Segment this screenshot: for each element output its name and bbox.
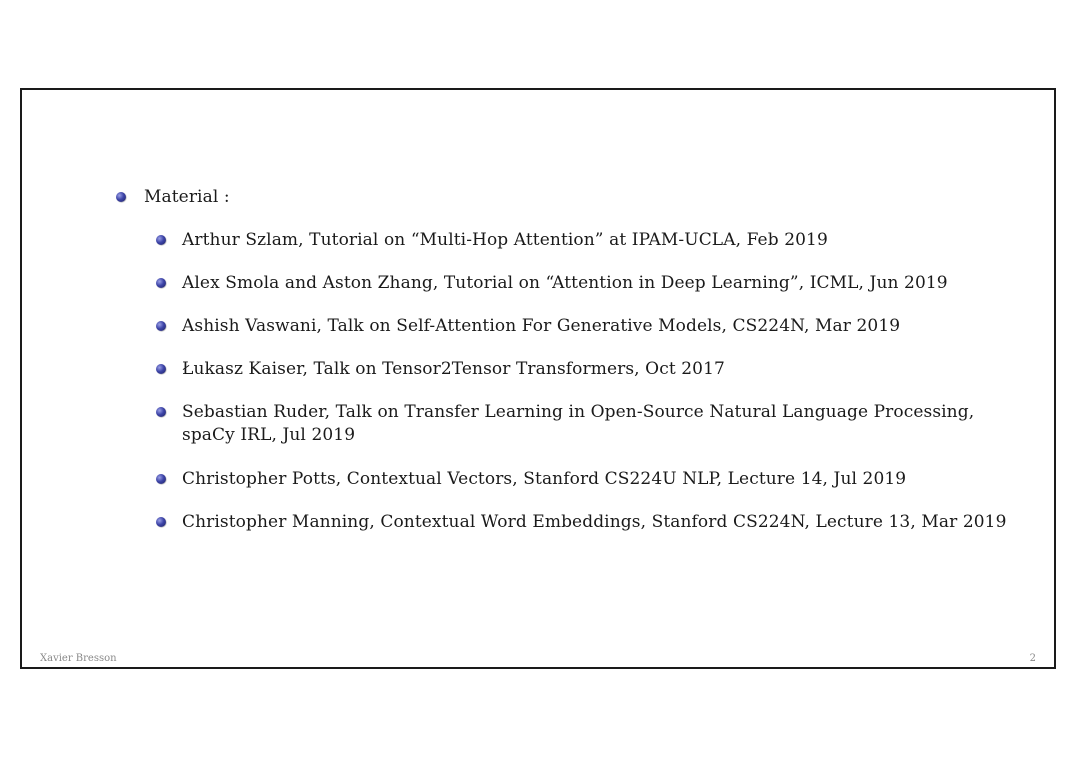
list-item: Christopher Potts, Contextual Vectors, Stanford CS224U NLP, Lecture 14, Jul 2019 <box>182 469 907 489</box>
bullet-icon <box>116 192 126 202</box>
bullet-icon <box>156 321 166 331</box>
list-item: Arthur Szlam, Tutorial on “Multi-Hop Attention” at IPAM-UCLA, Feb 2019 <box>182 230 828 250</box>
list-item: Sebastian Ruder, Talk on Transfer Learning in Open-Source Natural Language Processing, <box>182 402 975 422</box>
material-heading: Material : <box>144 187 230 207</box>
bullet-icon <box>156 235 166 245</box>
slide-frame <box>20 88 1056 669</box>
bullet-icon <box>156 278 166 288</box>
page-number: 2 <box>1029 653 1036 664</box>
bullet-icon <box>156 407 166 417</box>
bullet-icon <box>156 517 166 527</box>
list-item: Alex Smola and Aston Zhang, Tutorial on “Attention in Deep Learning”, ICML, Jun 2019 <box>182 273 948 293</box>
list-item-continuation: spaCy IRL, Jul 2019 <box>182 425 356 445</box>
bullet-icon <box>156 364 166 374</box>
bullet-icon <box>156 474 166 484</box>
list-item: Ashish Vaswani, Talk on Self-Attention For Generative Models, CS224N, Mar 2019 <box>182 316 901 336</box>
footer-author: Xavier Bresson <box>40 653 117 664</box>
list-item: Christopher Manning, Contextual Word Embeddings, Stanford CS224N, Lecture 13, Mar 2019 <box>182 512 1007 532</box>
list-item: Łukasz Kaiser, Talk on Tensor2Tensor Transformers, Oct 2017 <box>182 359 725 379</box>
